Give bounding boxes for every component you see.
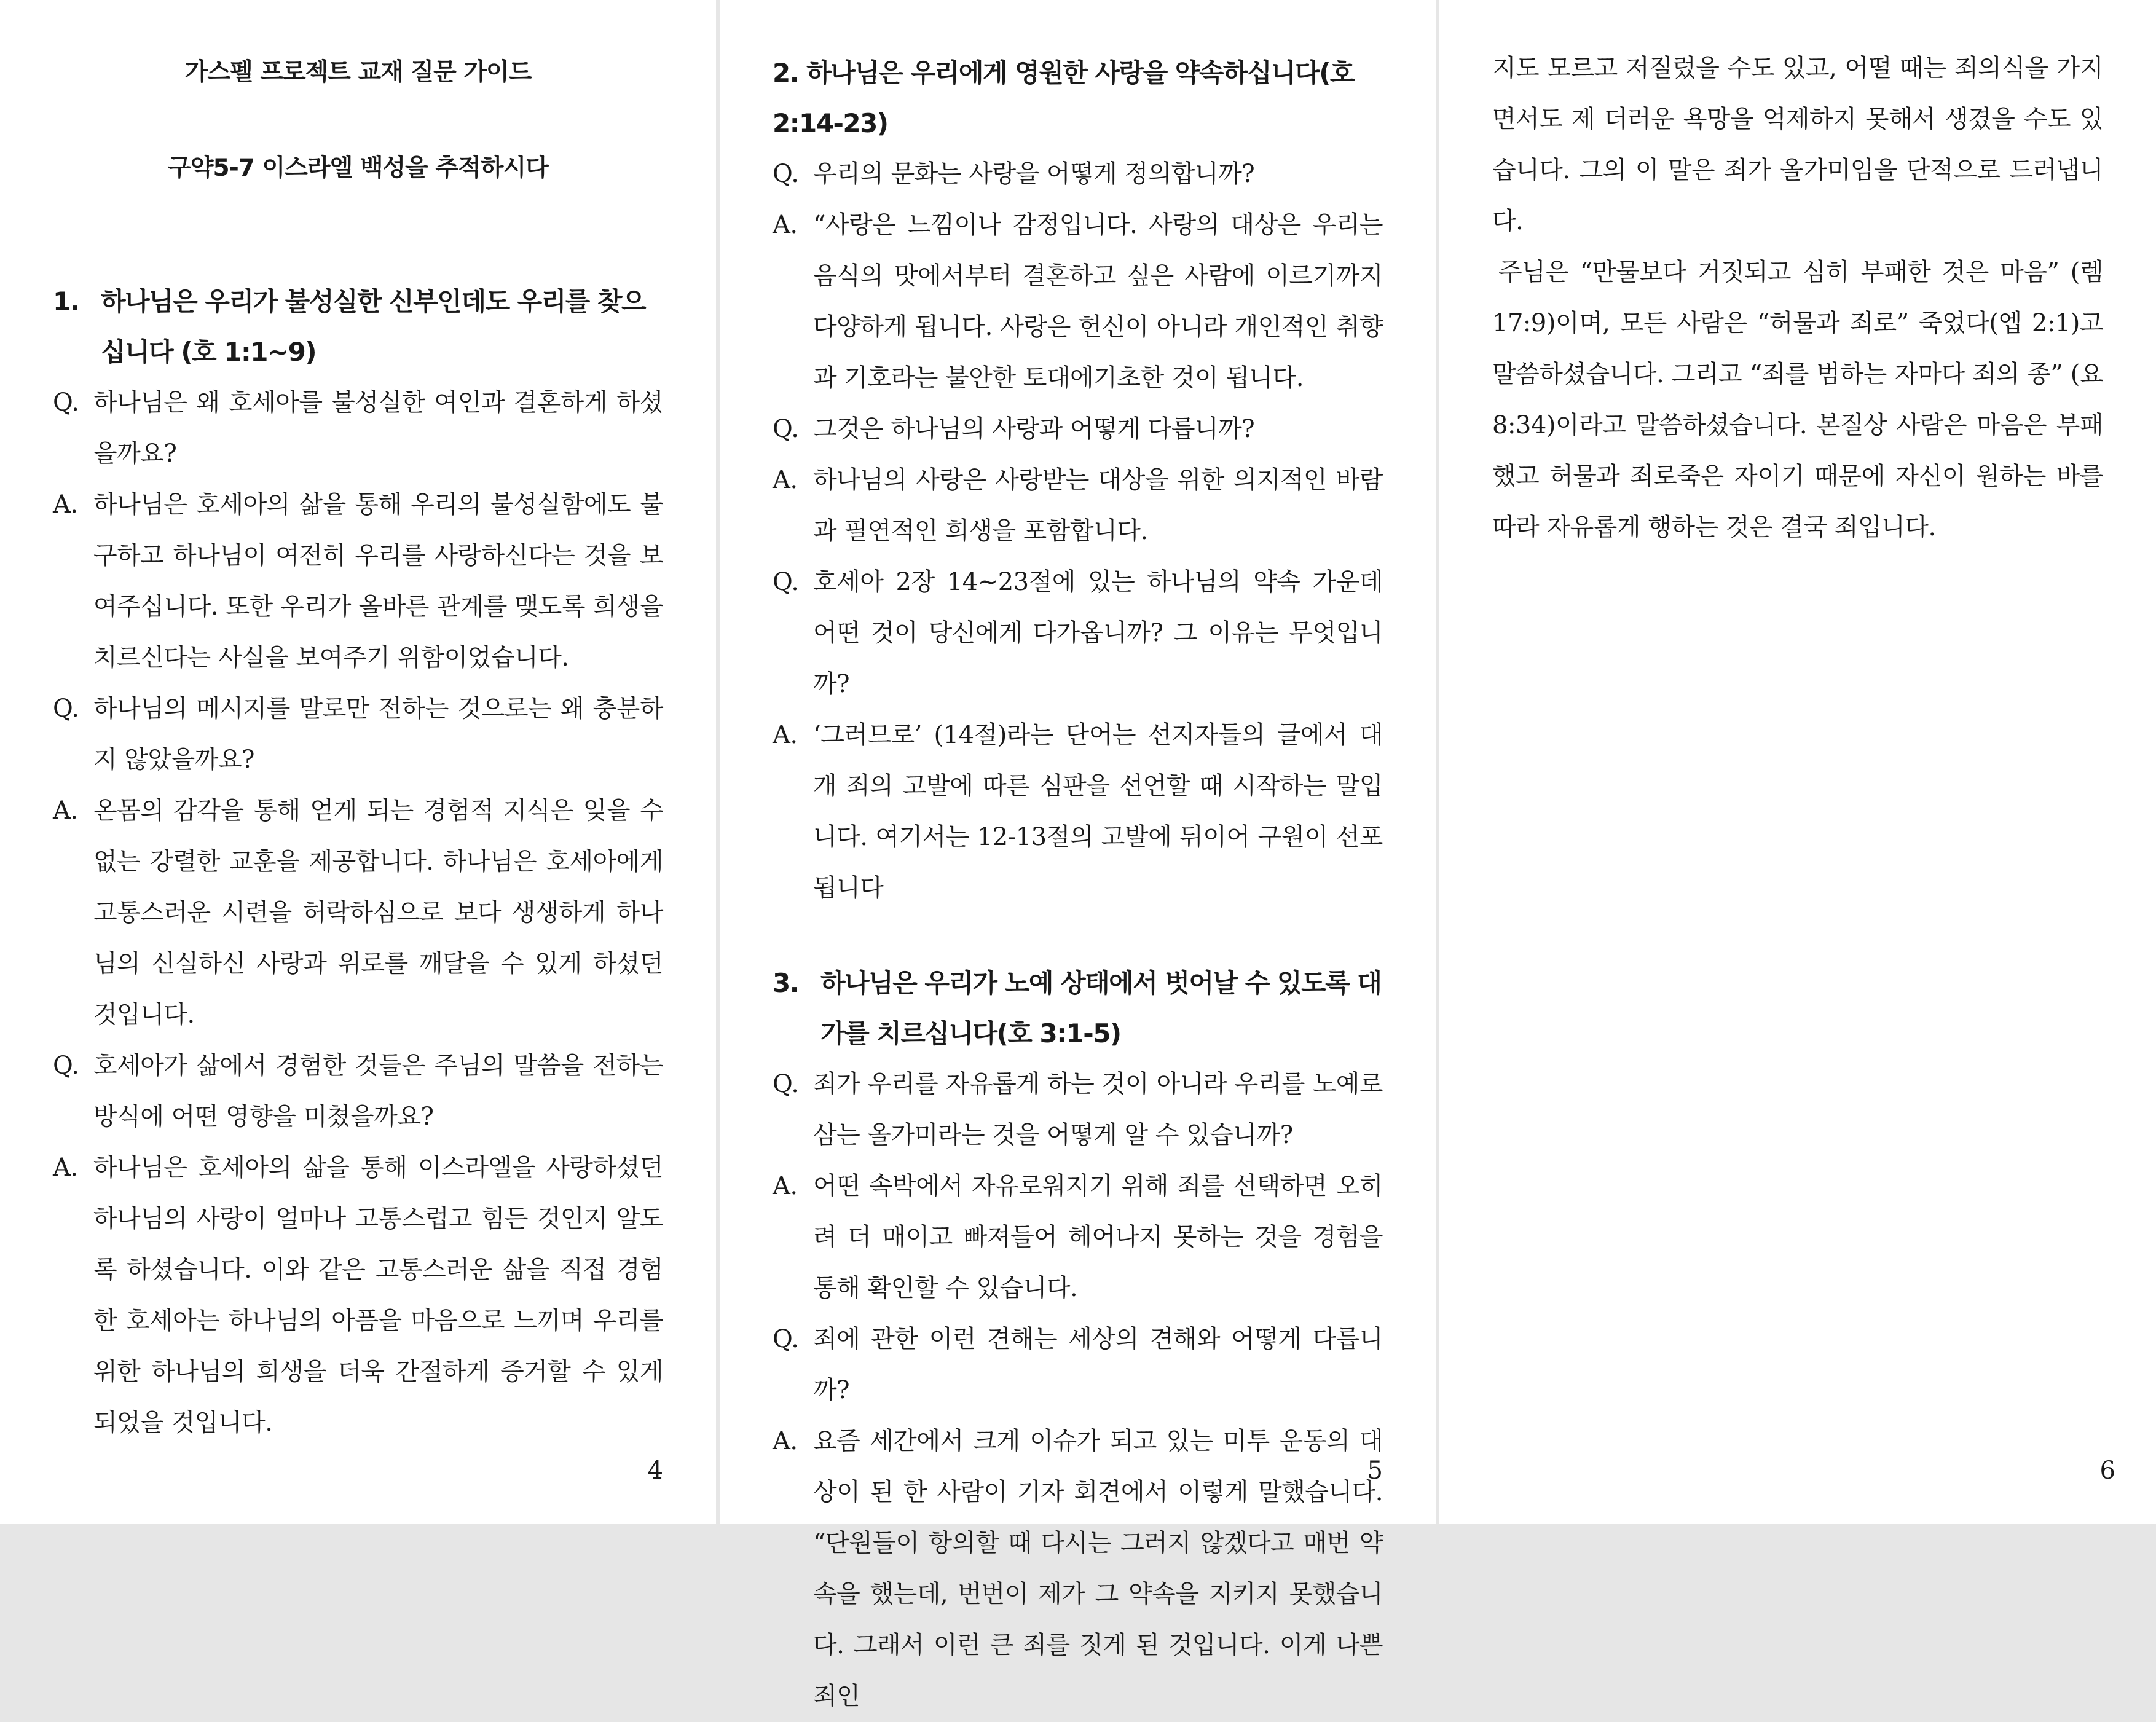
document-title: 가스펠 프로젝트 교재 질문 가이드 [184,58,532,86]
qa-item [53,683,663,785]
qa-item [773,1416,1383,1722]
body-paragraph: 지도 모르고 저질렀을 수도 있고, 어떨 때는 죄의식을 가지면서도 제 더러운 욕망을 억제하지 못해서 생겼을 수도 있습니다. 그의 이 말은 죄가 올가미임을 단적으로 드러냅니다. [1492,54,2103,235]
qa-marker: Q. [773,1325,799,1353]
qa-item [773,149,1383,200]
qa-text: 하나님은 호세아의 삶을 통해 우리의 불성실함에도 불구하고 하나님이 여전히 우리를 사랑하신다는 것을 보여주십니다. 또한 우리가 올바른 관계를 맺도록 희생을 치르신다는 사실을 보여주기 위함이었습니다. [93,490,663,672]
qa-marker: Q. [53,694,79,723]
qa-item [773,557,1383,710]
qa-text: 하나님은 호세아의 삶을 통해 이스라엘을 사랑하셨던 하나님의 사랑이 얼마나 고통스럽고 힘든 것인지 알도록 하셨습니다. 이와 같은 고통스러운 삶을 직접 경험한 호세아는 하나님의 아픔을 마음으로 느끼며 우리를 위한 하나님의 희생을 더욱 간절하게 증거할 수 있게 되었을 것입니다. [93,1154,663,1437]
section-number: 3. [773,968,799,998]
qa-item [53,479,663,683]
qa-marker: A. [773,1172,798,1200]
page-number: 6 [2099,1457,2115,1485]
qa-marker: Q. [773,415,799,443]
qa-item [773,200,1383,404]
section-title: 하나님은 우리가 불성실한 신부인데도 우리를 찾으십니다 (호 1:1~9) [101,286,646,367]
page-6-content [1492,43,2103,553]
qa-marker: A. [773,1427,798,1455]
qa-text: 죄가 우리를 자유롭게 하는 것이 아니라 우리를 노예로 삼는 올가미라는 것을 어떻게 알 수 있습니까? [813,1070,1383,1149]
page-5 [720,0,1436,1710]
section-number: 1. [53,286,79,316]
document-subtitle: 구약5-7 이스라엘 백성을 추적하시다 [168,154,548,182]
qa-item [53,377,663,479]
qa-text: ‘그러므로’ (14절)라는 단어는 선지자들의 글에서 대개 죄의 고발에 따른 심판을 선언할 때 시작하는 말입니다. 여기서는 12-13절의 고발에 뒤이어 구원이 선포됩니다 [813,721,1383,902]
qa-marker: Q. [773,1070,799,1098]
qa-marker: Q. [773,160,799,188]
qa-marker: Q. [53,388,79,417]
page-5-content [773,48,1383,1722]
page-6 [1439,0,2156,1524]
qa-text: 온몸의 감각을 통해 얻게 되는 경험적 지식은 잊을 수 없는 강렬한 교훈을 제공합니다. 하나님은 호세아에게 고통스러운 시련을 허락하심으로 보다 생생하게 하나님의 신실하신 사랑과 위로를 깨달을 수 있게 하셨던 것입니다. [93,796,663,1029]
page-4 [0,0,716,1524]
qa-item [773,710,1383,914]
qa-text: 죄에 관한 이런 견해는 세상의 견해와 어떻게 다릅니까? [813,1325,1383,1404]
qa-item [773,1161,1383,1314]
qa-item [53,785,663,1040]
qa-marker: A. [773,721,798,749]
section-1-heading [53,277,663,377]
section-3-heading [773,958,1383,1059]
qa-text: 요즘 세간에서 크게 이슈가 되고 있는 미투 운동의 대상이 된 한 사람이 기자 회견에서 이렇게 말했습니다. “단원들이 항의할 때 다시는 그러지 않겠다고 매번 약속을 했는데, 번번이 제가 그 약속을 지키지 못했습니다. 그래서 이런 큰 죄를 짓게 된 것입니다. 이게 나쁜 죄인 [813,1427,1383,1710]
qa-item [53,1142,663,1449]
qa-text: 하나님의 메시지를 말로만 전하는 것으로는 왜 충분하지 않았을까요? [93,694,663,774]
qa-marker: Q. [53,1052,79,1080]
qa-item [773,404,1383,455]
qa-item [773,1059,1383,1161]
qa-item [773,455,1383,557]
qa-marker: Q. [773,568,799,596]
qa-text: 하나님은 왜 호세아를 불성실한 여인과 결혼하게 하셨을까요? [93,388,663,468]
qa-text: 어떤 속박에서 자유로워지기 위해 죄를 선택하면 오히려 더 매이고 빠져들어 헤어나지 못하는 것을 경험을 통해 확인할 수 있습니다. [813,1172,1383,1302]
qa-text: 하나님의 사랑은 사랑받는 대상을 위한 의지적인 바람과 필연적인 희생을 포함합니다. [813,466,1383,545]
qa-marker: A. [53,490,78,519]
page-number: 5 [1367,1457,1383,1485]
qa-marker: A. [53,1154,78,1182]
qa-text: 그것은 하나님의 사랑과 어떻게 다릅니까? [813,415,1255,443]
qa-text: 호세아가 삶에서 경험한 것들은 주님의 말씀을 전하는 방식에 어떤 영향을 미쳤을까요? [93,1052,663,1131]
section-2-heading [773,48,1383,149]
qa-text: 우리의 문화는 사랑을 어떻게 정의합니까? [813,160,1255,188]
qa-marker: A. [773,466,798,494]
section-title: 2. 하나님은 우리에게 영원한 사랑을 약속하십니다(호 2:14-23) [773,58,1354,138]
qa-marker: A. [53,796,78,825]
page-4-content [53,48,663,1449]
body-paragraph: 주님은 “만물보다 거짓되고 심히 부패한 것은 마음” (렘 17:9)이며, 모든 사람은 “허물과 죄로” 죽었다(엡 2:1)고 말씀하셨습니다. 그리고 “죄를 범하는 자마다 죄의 종” (요 8:34)이라고 말씀하셨습니다. 본질상 사람은 마음은 부패했고 허물과 죄로죽은 자이기 때문에 자신이 원하는 바를 따라 자유롭게 행하는 것은 결국 죄입니다. [1492,258,2103,541]
qa-marker: A. [773,211,798,239]
qa-text: “사랑은 느낌이나 감정입니다. 사랑의 대상은 우리는 음식의 맛에서부터 결혼하고 싶은 사람에 이르기까지 다양하게 됩니다. 사랑은 헌신이 아니라 개인적인 취향과 기호라는 불안한 토대에기초한 것이 됩니다. [813,211,1383,392]
qa-item [53,1040,663,1142]
section-title: 하나님은 우리가 노예 상태에서 벗어날 수 있도록 대가를 치르십니다(호 3:1-5) [820,968,1382,1048]
page-number: 4 [647,1457,663,1485]
qa-item [773,1314,1383,1416]
qa-text: 호세아 2장 14~23절에 있는 하나님의 약속 가운데 어떤 것이 당신에게 다가옵니까? 그 이유는 무엇입니까? [813,568,1383,698]
